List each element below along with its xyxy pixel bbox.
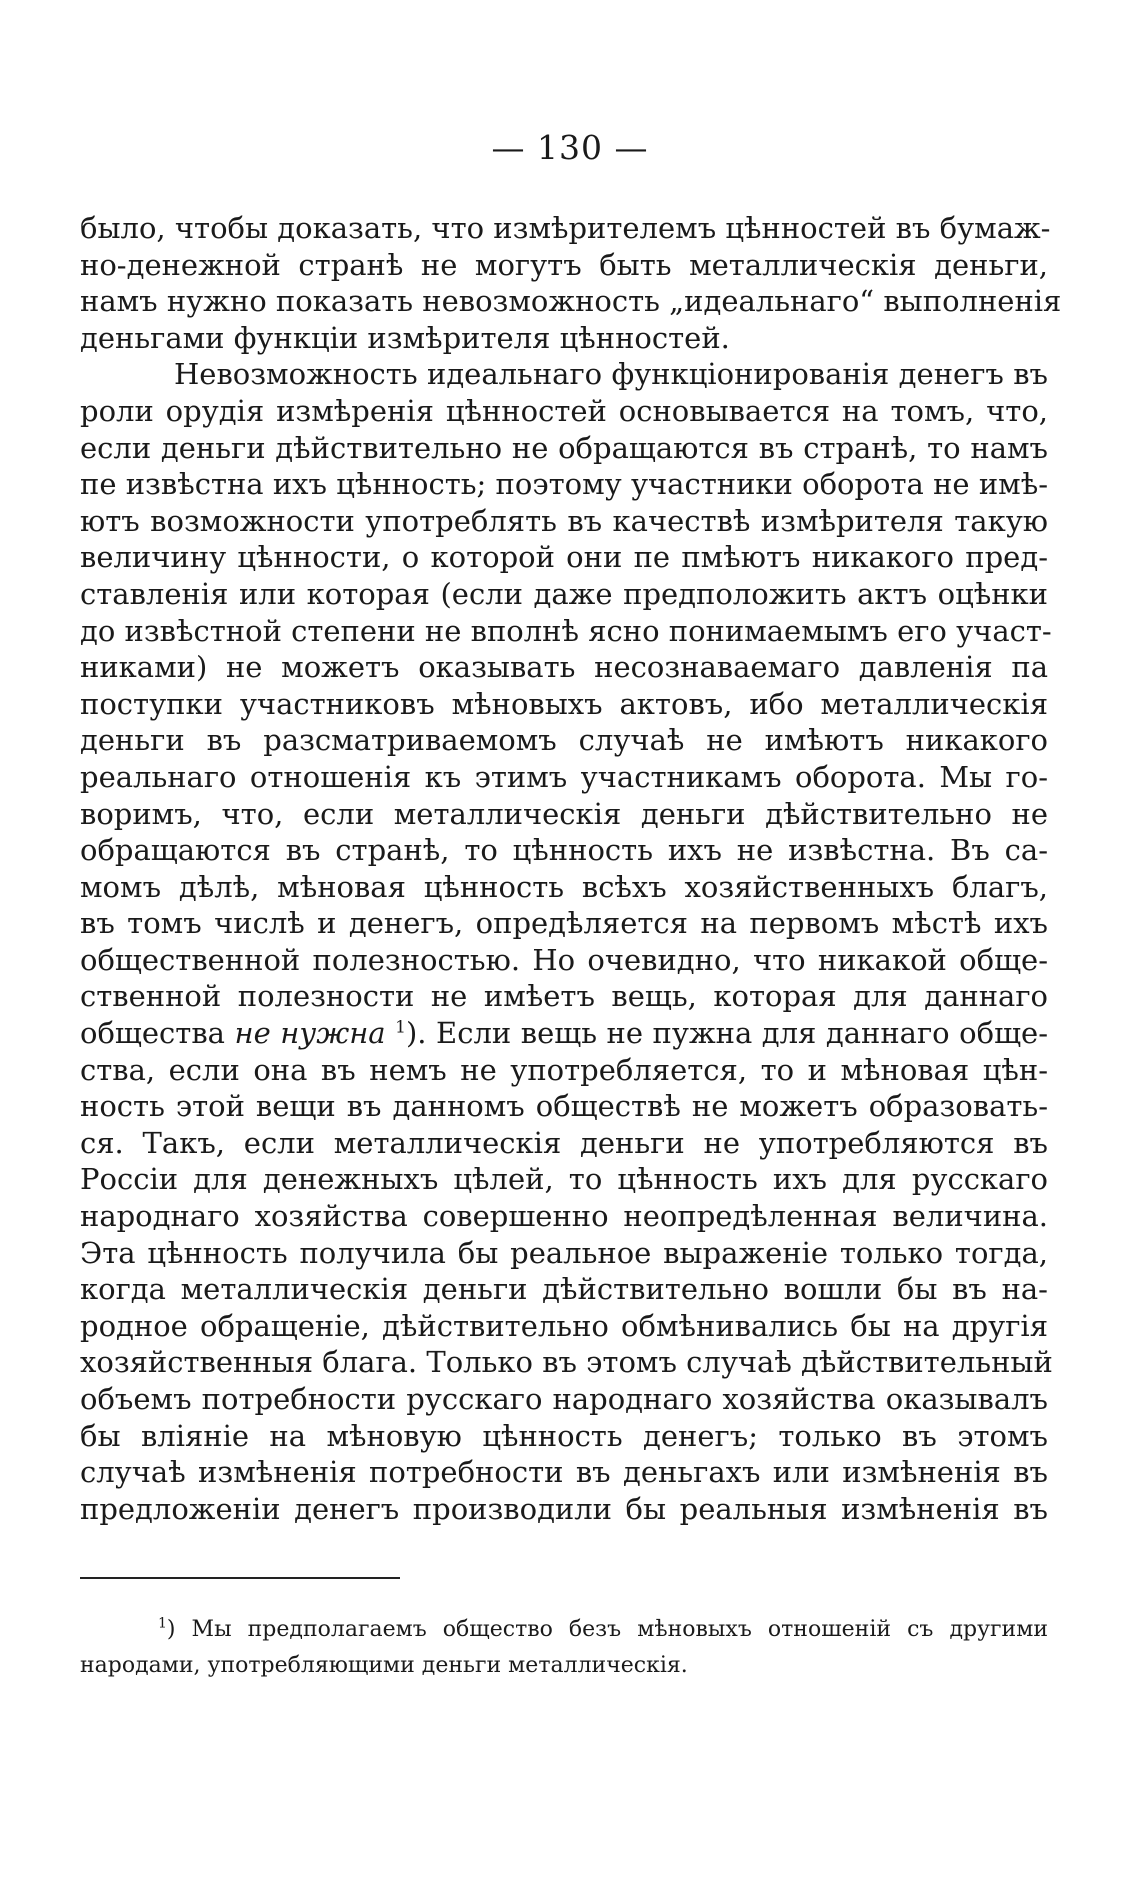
text-line: ства, если она въ немъ не употребляется, то и мѣновая цѣн- [80,1052,1048,1087]
text-line: но-денежной странѣ не могутъ быть металлическія деньги, [80,247,1048,282]
text-line: величину цѣнности, о которой они пе пмѣютъ никакого пред- [80,540,1048,575]
page-number: — 130 — [491,128,649,167]
text-line: когда металлическія деньги дѣйствительно вошли бы въ на- [80,1272,1048,1307]
italic-phrase: не нужна [234,1016,386,1051]
text-line: ность этой вещи въ данномъ обществѣ не можетъ образовать- [80,1089,1048,1124]
text-line: ютъ возможности употреблять въ качествѣ измѣрителя такую [80,503,1048,538]
footnote-line [80,1612,1048,1648]
text-line: предложеніи денегъ производили бы реальныя измѣненія въ [80,1491,1048,1526]
text-span: ). Если вещь не пужна для даннаго обще- [405,1016,1049,1051]
text-line: общественной полезностью. Но очевидно, что никакой обще- [80,942,1048,977]
text-line: поступки участниковъ мѣновыхъ актовъ, ибо металлическія [80,686,1048,721]
footnote-divider [80,1577,400,1579]
text-line: до извѣстной степени не вполнѣ ясно понимаемымъ его участ- [80,613,1052,648]
text-line: родное обращеніе, дѣйствительно обмѣнивались бы на другія [80,1308,1048,1343]
text-line: ственной полезности не имѣетъ вещь, которая для даннаго [80,979,1048,1014]
text-line: намъ нужно показать невозможность „идеальнаго“ выполненія [80,284,1062,319]
text-span: общества [80,1016,225,1051]
text-line: ся. Такъ, если металлическія деньги не употребляются въ [80,1125,1048,1160]
text-line: ставленія или которая (если даже предположить актъ оцѣнки [80,576,1048,611]
footnote-line: народами, употребляющими деньги металлическія. [80,1653,688,1678]
text-line: народнаго хозяйства совершенно неопредѣленная величина. [80,1199,1048,1234]
text-line: воримъ, что, если металлическія деньги дѣйствительно не [80,796,1048,831]
text-line: было, чтобы доказать, что измѣрителемъ цѣнностей въ бумаж- [80,211,1051,245]
text-line: Невозможность идеальнаго функціонированія денегъ въ [174,357,1048,392]
text-line: бы вліяніе на мѣновую цѣнность денегъ; только въ этомъ [80,1418,1048,1453]
main-text [80,210,1062,1527]
text-line: роли орудія измѣренія цѣнностей основывается на томъ, что, [80,393,1048,428]
text-line: обращаются въ странѣ, то цѣнность ихъ не извѣстна. Въ са- [80,833,1048,868]
text-line: деньгами функціи измѣрителя цѣнностей. [80,320,730,355]
text-line: въ томъ числѣ и денегъ, опредѣляется на первомъ мѣстѣ ихъ [80,906,1048,941]
footnote-marker: 1 [158,1615,167,1632]
text-line: если деньги дѣйствительно не обращаются въ странѣ, то намъ [80,430,1048,465]
text-line: случаѣ измѣненія потребности въ деньгахъ или измѣненія въ [80,1455,1048,1490]
text-line: Россіи для денежныхъ цѣлей, то цѣнность ихъ для русскаго [80,1162,1048,1197]
text-line: хозяйственныя блага. Только въ этомъ случаѣ дѣйствительный [80,1345,1053,1380]
footnote [80,1612,1048,1684]
footnote-reference: 1 [395,1017,406,1038]
text-line-with-footnote-ref [80,1015,1048,1052]
text-line: пе извѣстна ихъ цѣнность; поэтому участники оборота не имѣ- [80,467,1048,502]
text-line: никами) не можетъ оказывать несознаваемаго давленія па [80,650,1048,685]
text-line: момъ дѣлѣ, мѣновая цѣнность всѣхъ хозяйственныхъ благъ, [80,869,1048,904]
text-line: реальнаго отношенія къ этимъ участникамъ оборота. Мы го- [80,759,1048,794]
text-line: Эта цѣнность получила бы реальное выраженіе только тогда, [80,1235,1048,1270]
text-line: деньги въ разсматриваемомъ случаѣ не имѣютъ никакого [80,723,1048,758]
text-line: объемъ потребности русскаго народнаго хозяйства оказывалъ [80,1382,1048,1416]
footnote-text: ) Мы предполагаемъ общество безъ мѣновыхъ отношеній съ другими [166,1617,1048,1642]
